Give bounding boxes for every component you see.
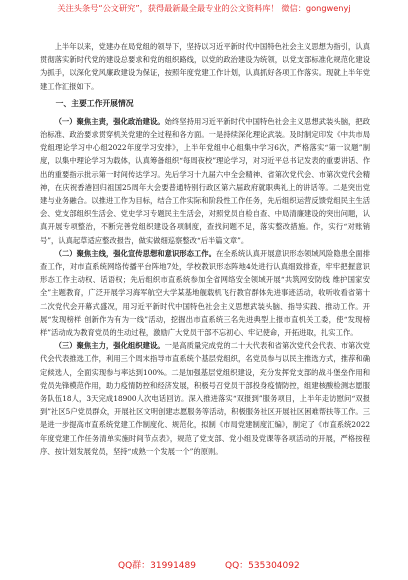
footer-qq-group: QQ群：31991489 (118, 561, 196, 571)
top-banner (0, 0, 408, 36)
intro-paragraph: 上半年以来，党建办在局党组的领导下，坚持以习近平新时代中国特色社会主义思想为指引，认真贯彻落实新时代党的建设总要求和党的组织路线，以党的政治建设为统领，以党支部标准化规范化建设为抓手，以深化党风廉政建设为保证，按照年度党建工作计划，认真抓好各项工作落实。现就上半年党建工作汇报如下。 (40, 42, 370, 91)
paragraph-organization-lead: （三）聚焦主力，强化组织建设。 (54, 341, 165, 351)
banner-promo-text: 关注头条号“公文研究”，获得最新最全最专业的公文资料库！ 微信：gongwenyj (57, 3, 351, 13)
paragraph-political-lead: （一）聚焦主责，强化政治建设。 (54, 116, 165, 126)
paragraph-organization (40, 339, 370, 458)
document-body (40, 40, 370, 550)
paragraph-organization-body: 一是高质量完成党的二十大代表和省第次党代会代表、市第次党代会代表推选工作，利用三个周末指导市直系统个基层党组织，名党员参与以民主推选方式，推荐和确定候选人，全面实现参与率达到100%。二是加强基层党组织建设，充分发挥党支部的战斗堡垒作用和党员先锋模范作用，助力疫情防控和经济发展，积极号召党员干部投身疫情防控，组建核酸检测志愿服务队伍18人，3天完成18900人次电话回访。深入推进落实“双报到”服务项目，上半年走访慰问“双报到”社区5户党员群众，开展社区文明创建志愿服务等活动，积极服务社区开展社区困难帮扶等工作。三是进一步提高市直系统党建工作制度化、规范化，拟制《市局党建制度汇编》，制定了《市直系统2022年度党建工作任务清单实施时间节点表》，规范了党支部、党小组及党课等各项活动的开展，严格按程序、按计划发展党员，坚持“成熟一个发展一个”的原则。 (40, 341, 370, 456)
footer-qq-number: QQ：535304092 (225, 561, 300, 571)
paragraph-political-body: 始终坚持用习近平新时代中国特色社会主义思想武装头脑，把政治标准、政治要求贯穿机关党建的全过程和各方面。一是持续深化理论武装。及时制定印发《中共市局党组理论学习中心组2022年度学习安排》，上半年党组中心组集中学习6次，严格落实“第一议题”制度，以集中理论学习为载体，认真筹备组织“每周夜校”理论学习，对习近平总书记发表的重要讲话、作出的重要指示批示第一时间传达学习。先后学习十九届六中全会精神、省第次党代会、市第次党代会精神，在庆祝香港回归祖国25周年大会要普通特别行政区第六届政府就职典礼上的讲话等。二是突出党建与业务融合。以推进工作为目标，结合工作实际和阶段性工作任务，先后组织运营反馈党组民主生活会、党支部组织生活会、党史学习专题民主生活会，对照党员自检自查、中局清廉建设的突出问题，认真开展专项整治，不断完善党组织建设各项制度，查找问题不足，落实整改措施。 (40, 116, 370, 232)
paragraph-political (40, 115, 370, 247)
paragraph-ideology-body: 在全系统认真开展意识形态领域风险隐患全面排查工作，对市直系统网络传播平台阵地7处，学校教识形态阵地4处进行认真细致排查，牢牢把握意识形态工作主动权、话语权；先后组织市直系统参加全省网络安全领域开展“共筑网安防线 维护国家安全”主题教育，广泛开展学习海军航空大学某基地舰载机飞行教官群体先进事迹活动，收听收看省第十二次党代会开幕式盛况，用习近平新时代中国特色社会主义思想武装头脑、指导实践、推动工作。开展“发现榜样 创新作为有为一线”活动，挖掘出市直系统三名先进典型上报市直机关工委，使“发现榜样”活动成为教育党员的生动过程，激励广大党员干部不忘初心、牢记使命，开拓进取，扎实工作。 (40, 248, 370, 338)
section-heading: 一、主要工作开展情况 (55, 98, 134, 108)
paragraph-political-body-2: 作，实行“对账销号”，认真起草适应整改报告，做实做细巡察整改“后半篇文章”。 (40, 222, 370, 245)
paragraph-ideology (40, 247, 370, 339)
footer-contact (0, 558, 408, 576)
paragraph-ideology-lead: （二）聚焦主线，强化宣传思想和意识形态工作。 (54, 248, 216, 258)
